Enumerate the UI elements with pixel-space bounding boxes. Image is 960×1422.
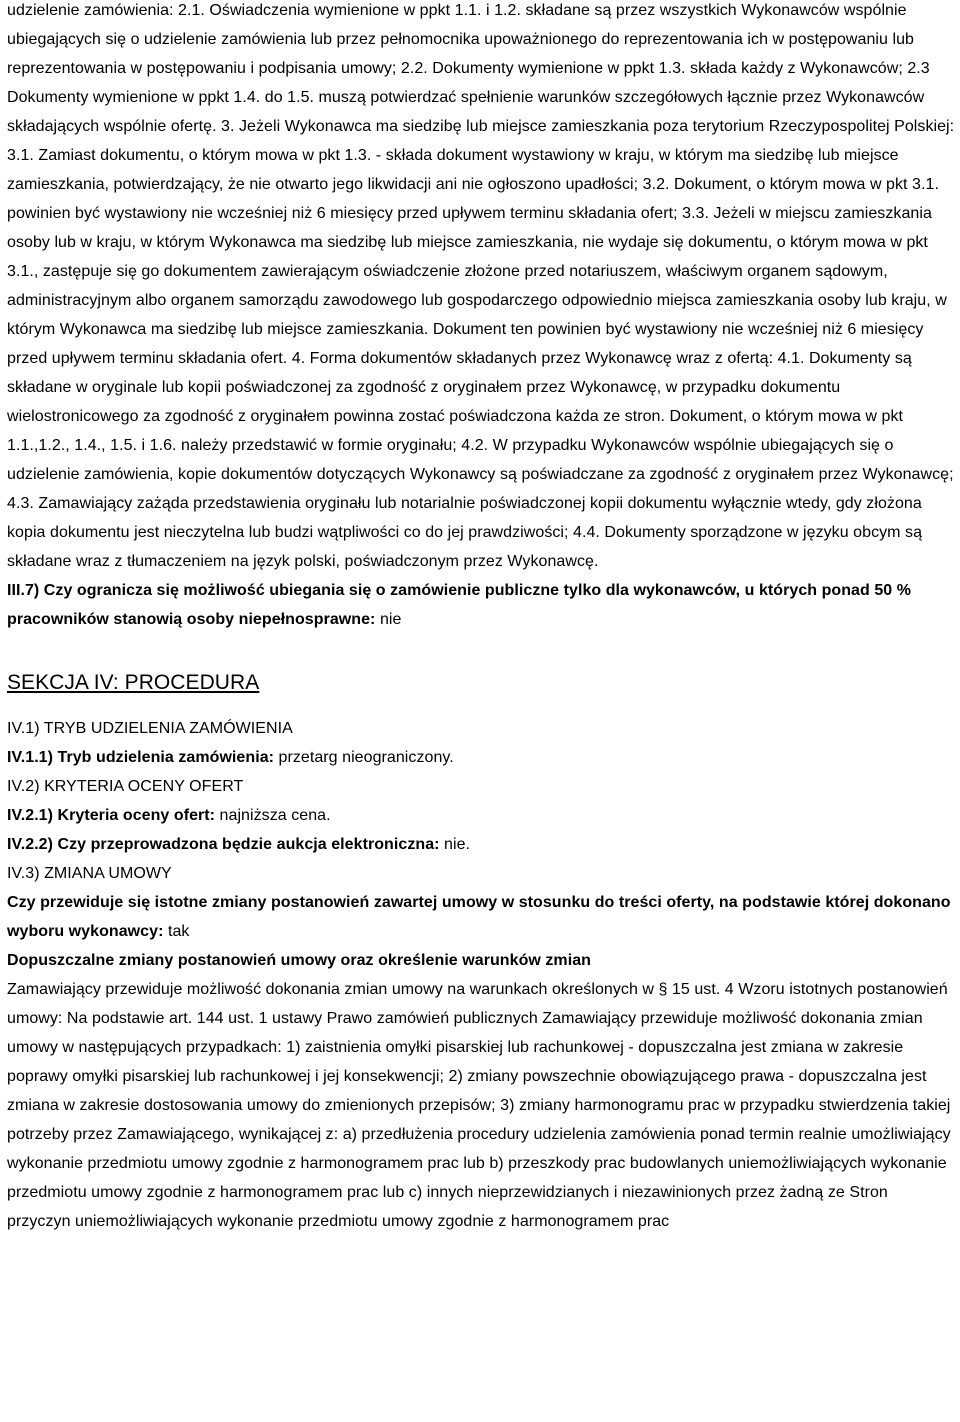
- spacer: [7, 634, 955, 664]
- auction-label: IV.2.2) Czy przeprowadzona będzie aukcja elektroniczna:: [7, 836, 440, 853]
- heading-criteria: IV.2) KRYTERIA OCENY OFERT: [7, 778, 244, 795]
- criteria-label: IV.2.1) Kryteria oceny ofert:: [7, 807, 216, 824]
- contract-change-question-answer: tak: [163, 923, 190, 940]
- allowed-changes-body: Zamawiający przewiduje możliwość dokonania zmian umowy na warunkach określonych w § 15 ust. 4 Wzoru istotnych postanowień umowy: Na podstawie art. 144 ust. 1 ustawy Prawo zamówień publicznych Zamawiający przewiduje możliwość dokonania zmian umowy w następujących przypadkach: 1) zaistnienia omyłki pisarskiej lub rachunkowej - dopuszczalna jest zmiana w zakresie poprawy omyłki pisarskiej lub rachunkowej i jej konsekwencji; 2) zmiany powszechnie obowiązującego prawa - dopuszczalna jest zmiana w zakresie dostosowania umowy do zmienionych przepisów; 3) zmiany harmonogramu prac w przypadku stwierdzenia takiej potrzeby przez Zamawiającego, wynikającej z: a) przedłużenia procedury udzielenia zamówienia ponad termin realnie umożliwiający wykonanie przedmiotu umowy zgodnie z harmonogramem prac lub b) przeszkody prac budowlanych uniemożliwiających wykonanie przedmiotu umowy zgodnie z harmonogramem prac lub c) innych nieprzewidzianych i niezawinionych przez żadną ze Stron przyczyn uniemożliwiających wykonanie przedmiotu umowy zgodnie z harmonogramem prac: [7, 981, 951, 1230]
- contract-change-question: [7, 888, 955, 946]
- section3-body-text: udzielenie zamówienia: 2.1. Oświadczenia wymienione w ppkt 1.1. i 1.2. składane są przez wszystkich Wykonawców wspólnie ubiegających się o udzielenie zamówienia lub przez pełnomocnika upoważnionego do reprezentowania ich w postępowaniu lub reprezentowania w postępowaniu i podpisania umowy; 2.2. Dokumenty wymienione w ppkt 1.3. składa każdy z Wykonawców; 2.3 Dokumenty wymienione w ppkt 1.4. do 1.5. muszą potwierdzać spełnienie warunków szczegółowych łącznie przez Wykonawców składających wspólnie ofertę. 3. Jeżeli Wykonawca ma siedzibę lub miejsce zamieszkania poza terytorium Rzeczypospolitej Polskiej: 3.1. Zamiast dokumentu, o którym mowa w pkt 1.3. - składa dokument wystawiony w kraju, w którym ma siedzibę lub miejsce zamieszkania, potwierdzający, że nie otwarto jego likwidacji ani nie ogłoszono upadłości; 3.2. Dokument, o którym mowa w pkt 3.1. powinien być wystawiony nie wcześniej niż 6 miesięcy przed upływem terminu składania ofert; 3.3. Jeżeli w miejscu zamieszkania osoby lub w kraju, w którym Wykonawca ma siedzibę lub miejsce zamieszkania, nie wydaje się dokumentu, o którym mowa w pkt 3.1., zastępuje się go dokumentem zawierającym oświadczenie złożone przed notariuszem, właściwym organem sądowym, administracyjnym albo organem samorządu zawodowego lub gospodarczego odpowiednio miejsca zamieszkania osoby lub kraju, w którym Wykonawca ma siedzibę lub miejsce zamieszkania. Dokument ten powinien być wystawiony nie wcześniej niż 6 miesięcy przed upływem terminu składania ofert. 4. Forma dokumentów składanych przez Wykonawcę wraz z ofertą: 4.1. Dokumenty są składane w oryginale lub kopii poświadczonej za zgodność z oryginałem przez Wykonawcę, w przypadku dokumentu wielostronicowego za zgodność z oryginałem powinna zostać poświadczona każda ze stron. Dokument, o którym mowa w pkt 1.1.,1.2., 1.4., 1.5. i 1.6. należy przedstawić w formie oryginału; 4.2. W przypadku Wykonawców wspólnie ubiegających się o udzielenie zamówienia, kopie dokumentów dotyczących Wykonawcy są poświadczane za zgodność z oryginałem przez Wykonawcę; 4.3. Zamawiający zażąda przedstawienia oryginału lub notarialnie poświadczonej kopii dokumentu wyłącznie wtedy, gdy złożona kopia dokumentu jest nieczytelna lub budzi wątpliwości co do jej prawdziwości; 4.4. Dokumenty sporządzone w języku obcym są składane wraz z tłumaczeniem na język polski, poświadczonym przez Wykonawcę.: [7, 2, 955, 570]
- criteria-value: najniższa cena.: [215, 807, 331, 824]
- contract-change-question-label: Czy przewiduje się istotne zmiany postanowień zawartej umowy w stosunku do treści oferty, na podstawie której dokonano wyboru wykonawcy:: [7, 894, 951, 940]
- section-title-procedure: SEKCJA IV: PROCEDURA: [7, 671, 260, 694]
- procedure-mode-label: IV.1.1) Tryb udzielenia zamówienia:: [7, 749, 275, 766]
- criteria-row: [7, 801, 955, 830]
- auction-row: [7, 830, 955, 859]
- procedure-mode-row: [7, 743, 955, 772]
- procedure-mode-value: przetarg nieograniczony.: [274, 749, 454, 766]
- heading-contract-change: IV.3) ZMIANA UMOWY: [7, 865, 172, 882]
- heading-procedure-mode: IV.1) TRYB UDZIELENIA ZAMÓWIENIA: [7, 720, 293, 737]
- question-disabled-workers-answer: nie: [375, 611, 402, 628]
- question-disabled-workers-label: III.7) Czy ogranicza się możliwość ubiegania się o zamówienie publiczne tylko dla wykonawców, u których ponad 50 % pracowników stanowią osoby niepełnosprawne:: [7, 582, 911, 628]
- heading-allowed-changes: Dopuszczalne zmiany postanowień umowy oraz określenie warunków zmian: [7, 952, 591, 969]
- auction-value: nie.: [439, 836, 471, 853]
- spacer: [7, 702, 955, 714]
- question-disabled-workers: [7, 576, 955, 634]
